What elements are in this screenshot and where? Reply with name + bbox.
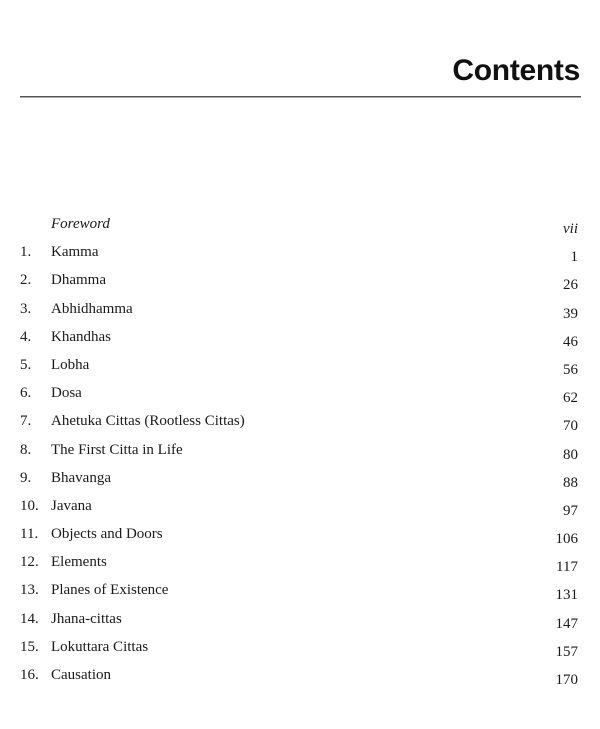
toc-entry-page: 106 [555,531,578,548]
toc-entry-page: 39 [563,305,578,322]
toc-entry[interactable] [0,297,600,325]
toc-entry-page: 117 [556,559,578,576]
toc-entry-number: 6. [20,385,32,402]
toc-entry-number: 10. [20,497,39,514]
toc-entry-title: Bhavanga [51,469,111,486]
toc-entry-title: Elements [51,554,107,571]
toc-entry-number: 2. [20,272,32,289]
toc-entry-page: 157 [555,643,578,660]
toc-entry-title: Dosa [51,385,82,402]
toc-entry[interactable] [0,550,600,578]
toc-entry[interactable] [0,607,600,635]
toc-entry-title: Planes of Existence [51,582,169,599]
toc-entry-title: Lokuttara Cittas [51,638,149,655]
toc-entry-page: 70 [563,418,578,435]
toc-entry[interactable] [0,381,600,409]
toc-entry-page: 26 [563,277,578,294]
title-rule [20,96,581,98]
toc-entry[interactable] [0,409,600,437]
toc-entry-number: 3. [20,300,32,317]
toc-entry-number: 4. [20,328,32,345]
toc-entry-number: 8. [20,441,32,458]
toc-entry-title: Khandhas [51,328,111,345]
table-of-contents [0,212,600,691]
toc-entry-number: 9. [20,469,32,486]
toc-entry-title: Ahetuka Cittas (Rootless Cittas) [51,413,245,430]
toc-entry-number: 16. [20,667,39,683]
toc-entry-page: 88 [563,474,578,491]
toc-entry-page: 62 [563,390,578,407]
toc-entry[interactable] [0,578,600,606]
toc-entry[interactable] [0,325,600,353]
toc-entry-page: 46 [563,333,578,350]
toc-entry[interactable] [0,353,600,381]
toc-entry-number: 13. [20,582,39,599]
toc-entry-foreword[interactable] [0,212,600,240]
toc-entry-title: Kamma [51,244,99,261]
toc-entry-page: 131 [555,587,578,604]
toc-entry[interactable] [0,268,600,296]
toc-entry-number: 7. [20,413,32,430]
toc-entry[interactable] [0,494,600,522]
toc-entry-number: 1. [20,244,32,261]
toc-entry-number: 14. [20,610,39,627]
toc-entry-title: Causation [51,667,111,683]
toc-entry-number: 15. [20,638,39,655]
toc-entry[interactable] [0,635,600,663]
toc-entry-title: Dhamma [51,272,106,289]
toc-entry-title: Objects and Doors [51,526,163,543]
toc-entry-page: 170 [555,672,578,688]
toc-entry[interactable] [0,663,600,691]
toc-entry-page: 1 [570,249,578,266]
toc-entry-page: 97 [563,502,578,519]
toc-entry[interactable] [0,438,600,466]
toc-entry-title: Javana [51,497,92,514]
toc-entry-number: 12. [20,554,39,571]
toc-entry-page: 80 [563,446,578,463]
toc-entry-title: Jhana-cittas [51,610,122,627]
toc-entry-number: 11. [20,526,39,543]
toc-entry-title: Abhidhamma [51,300,133,317]
toc-entry-page: 56 [563,361,578,378]
toc-entry-title: Lobha [51,356,90,373]
toc-entry-title: The First Citta in Life [51,441,183,458]
toc-entry[interactable] [0,466,600,494]
toc-entry-page: 147 [555,615,578,632]
toc-entry[interactable] [0,240,600,268]
toc-entry-number: 5. [20,356,32,373]
toc-entry-page: vii [563,221,578,237]
toc-entry-title: Foreword [51,216,110,232]
toc-entry[interactable] [0,522,600,550]
page-title: Contents [452,54,580,87]
